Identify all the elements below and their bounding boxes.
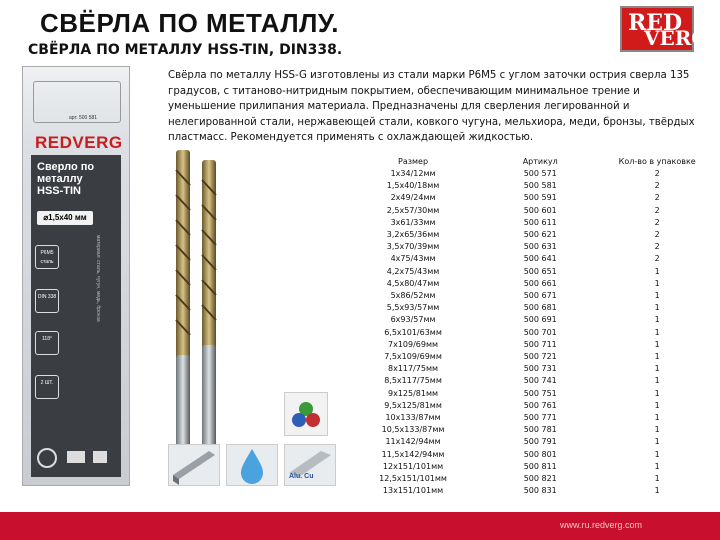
package-brand: REDVERG bbox=[35, 133, 123, 152]
package-side-text: материал: сталь, чугун, медь, бронза bbox=[95, 235, 101, 322]
column-header-article: Артикул bbox=[522, 157, 558, 166]
package-product-name: Сверло по металлу HSS-TIN bbox=[37, 161, 95, 197]
cell-quantity: 1 bbox=[654, 315, 660, 325]
cell-size: 12x151/101мм bbox=[382, 461, 444, 471]
column-header-quantity: Кол-во в упаковке bbox=[618, 157, 696, 166]
drill-bit-left bbox=[176, 150, 190, 475]
cell-article: 500 631 bbox=[523, 242, 557, 252]
cell-quantity: 1 bbox=[654, 291, 660, 301]
table-row bbox=[340, 388, 720, 400]
table-row bbox=[340, 266, 720, 278]
table-row bbox=[340, 363, 720, 375]
cell-quantity: 1 bbox=[654, 352, 660, 362]
cell-article: 500 761 bbox=[523, 400, 557, 410]
cell-size: 12,5x151/101мм bbox=[379, 474, 447, 484]
package-size: ⌀1,5x40 мм bbox=[37, 211, 93, 225]
cell-quantity: 1 bbox=[654, 413, 660, 423]
cell-size: 9x125/81мм bbox=[388, 388, 439, 398]
table-row bbox=[340, 180, 720, 192]
spec-table-body bbox=[340, 168, 720, 497]
footer-url[interactable]: www.ru.redverg.com bbox=[560, 520, 643, 530]
cell-quantity: 1 bbox=[654, 425, 660, 435]
package-badge-din: DIN 338 bbox=[35, 289, 59, 313]
cell-size: 6,5x101/63мм bbox=[384, 327, 442, 337]
table-row bbox=[340, 217, 720, 229]
cell-article: 500 611 bbox=[523, 217, 557, 227]
cell-size: 5x86/52мм bbox=[390, 291, 436, 301]
cell-size: 2,5x57/30мм bbox=[386, 205, 440, 215]
cell-quantity: 1 bbox=[654, 376, 660, 386]
table-row bbox=[340, 424, 720, 436]
cell-article: 500 661 bbox=[523, 278, 557, 288]
steel-profile-icon bbox=[168, 444, 220, 486]
drill-bit-right bbox=[202, 160, 216, 455]
drill-bits-image bbox=[168, 150, 238, 480]
cell-size: 13x151/101мм bbox=[382, 486, 444, 496]
cell-article: 500 781 bbox=[523, 425, 557, 435]
cell-article: 500 671 bbox=[523, 291, 557, 301]
column-header-size: Размер bbox=[398, 157, 429, 166]
package-sku: арт. 500 581 bbox=[69, 115, 98, 121]
cell-article: 500 571 bbox=[523, 169, 557, 178]
table-row bbox=[340, 412, 720, 424]
table-row bbox=[340, 375, 720, 387]
cell-quantity: 2 bbox=[654, 230, 660, 240]
cell-quantity: 2 bbox=[654, 193, 660, 203]
cell-article: 500 731 bbox=[523, 364, 557, 374]
cell-size: 1,5x40/18мм bbox=[386, 181, 440, 191]
table-row bbox=[340, 205, 720, 217]
package-label-panel bbox=[31, 155, 121, 477]
table-row bbox=[340, 449, 720, 461]
table-row bbox=[340, 229, 720, 241]
table-row bbox=[340, 339, 720, 351]
cell-quantity: 1 bbox=[654, 388, 660, 398]
table-row bbox=[340, 278, 720, 290]
package-bottom-icons bbox=[35, 445, 115, 471]
cell-size: 2x49/24мм bbox=[390, 193, 436, 203]
cell-quantity: 1 bbox=[654, 449, 660, 459]
table-row bbox=[340, 241, 720, 253]
logo-line1: RED bbox=[628, 10, 683, 36]
cell-size: 1x34/12мм bbox=[390, 169, 436, 178]
cell-article: 500 621 bbox=[523, 230, 557, 240]
page-subtitle: СВЁРЛА ПО МЕТАЛЛУ HSS-TIN, DIN338. bbox=[28, 42, 343, 58]
cell-size: 8x117/75мм bbox=[388, 364, 439, 374]
cell-article: 500 811 bbox=[523, 461, 557, 471]
table-row bbox=[340, 461, 720, 473]
cell-size: 6x93/57мм bbox=[390, 315, 436, 325]
cell-quantity: 2 bbox=[654, 205, 660, 215]
package-badge-count: 2 ШТ. bbox=[35, 375, 59, 399]
cell-article: 500 831 bbox=[523, 486, 557, 496]
cell-article: 500 581 bbox=[523, 181, 557, 191]
cell-article: 500 601 bbox=[523, 205, 557, 215]
page-title: СВЁРЛА ПО МЕТАЛЛУ. bbox=[40, 8, 339, 38]
cell-article: 500 721 bbox=[523, 352, 557, 362]
table-row bbox=[340, 400, 720, 412]
cell-article: 500 641 bbox=[523, 254, 557, 264]
cell-size: 7x109/69мм bbox=[388, 339, 439, 349]
aluminium-label: Alu. Cu bbox=[289, 473, 314, 480]
footer-bar bbox=[0, 512, 720, 540]
cell-quantity: 1 bbox=[654, 400, 660, 410]
coolant-drop-icon bbox=[226, 444, 278, 486]
cell-article: 500 711 bbox=[523, 339, 557, 349]
cell-size: 10,5x133/87мм bbox=[381, 425, 445, 435]
spec-table bbox=[340, 155, 720, 497]
cell-size: 11,5x142/94мм bbox=[381, 449, 445, 459]
cell-size: 3,5x70/39мм bbox=[386, 242, 440, 252]
table-row bbox=[340, 168, 720, 180]
aluminium-profile-icon bbox=[284, 444, 336, 486]
cell-quantity: 2 bbox=[654, 242, 660, 252]
cell-size: 9,5x125/81мм bbox=[384, 400, 442, 410]
table-row bbox=[340, 302, 720, 314]
cell-quantity: 2 bbox=[654, 169, 660, 178]
cell-article: 500 801 bbox=[523, 449, 557, 459]
cell-quantity: 1 bbox=[654, 339, 660, 349]
cell-article: 500 771 bbox=[523, 413, 557, 423]
cell-quantity: 1 bbox=[654, 266, 660, 276]
cell-quantity: 1 bbox=[654, 303, 660, 313]
cell-quantity: 2 bbox=[654, 181, 660, 191]
logo-line2: VERG bbox=[644, 26, 709, 50]
table-row bbox=[340, 436, 720, 448]
cell-article: 500 691 bbox=[523, 315, 557, 325]
product-package-image bbox=[22, 66, 130, 486]
table-row bbox=[340, 290, 720, 302]
cell-size: 4,5x80/47мм bbox=[386, 278, 440, 288]
cell-size: 8,5x117/75мм bbox=[384, 376, 442, 386]
table-row bbox=[340, 485, 720, 497]
cell-size: 11x142/94мм bbox=[385, 437, 441, 447]
product-description: Свёрла по металлу HSS-G изготовлены из стали марки Р6М5 с углом заточки острия сверла 135 градусов, с титаново-нитридным покрытием, обеспечивающим минимальное трение и уменьшение прилипания материала. Предназначены для сверления легированной и нелегированной стали, нержавеющей стали, ковкого чугуна, мельхиора, меди, бронзы, твёрдых пластмасс. Рекомендуется применять с охлаждающей жидкостью. bbox=[168, 70, 695, 144]
cell-article: 500 751 bbox=[523, 388, 557, 398]
cell-size: 10x133/87мм bbox=[385, 413, 441, 423]
cell-article: 500 681 bbox=[523, 303, 557, 313]
redverg-logo bbox=[620, 6, 709, 52]
table-row bbox=[340, 192, 720, 204]
cell-article: 500 741 bbox=[523, 376, 557, 386]
cell-quantity: 1 bbox=[654, 364, 660, 374]
cell-quantity: 1 bbox=[654, 486, 660, 496]
cell-quantity: 1 bbox=[654, 437, 660, 447]
package-badge-steel: Р6М5 сталь bbox=[35, 245, 59, 269]
cell-size: 7,5x109/69мм bbox=[384, 352, 442, 362]
cell-quantity: 2 bbox=[654, 254, 660, 264]
tin-coating-icon bbox=[284, 392, 328, 436]
table-row bbox=[340, 327, 720, 339]
cell-quantity: 1 bbox=[654, 461, 660, 471]
cell-size: 3x61/33мм bbox=[390, 217, 436, 227]
cell-article: 500 701 bbox=[523, 327, 557, 337]
table-row bbox=[340, 314, 720, 326]
cell-size: 3,2x65/36мм bbox=[386, 230, 440, 240]
package-badge-angle: 118° bbox=[35, 331, 59, 355]
cell-article: 500 821 bbox=[523, 474, 557, 484]
table-row bbox=[340, 473, 720, 485]
spec-table-header bbox=[340, 155, 720, 168]
cell-quantity: 1 bbox=[654, 278, 660, 288]
cell-quantity: 2 bbox=[654, 217, 660, 227]
cell-size: 4x75/43мм bbox=[390, 254, 436, 264]
table-row bbox=[340, 253, 720, 265]
cell-article: 500 591 bbox=[523, 193, 557, 203]
cell-size: 4,2x75/43мм bbox=[386, 266, 440, 276]
cell-quantity: 1 bbox=[654, 327, 660, 337]
cell-size: 5,5x93/57мм bbox=[386, 303, 440, 313]
cell-article: 500 791 bbox=[523, 437, 557, 447]
cell-quantity: 1 bbox=[654, 474, 660, 484]
cell-article: 500 651 bbox=[523, 266, 557, 276]
table-row bbox=[340, 351, 720, 363]
